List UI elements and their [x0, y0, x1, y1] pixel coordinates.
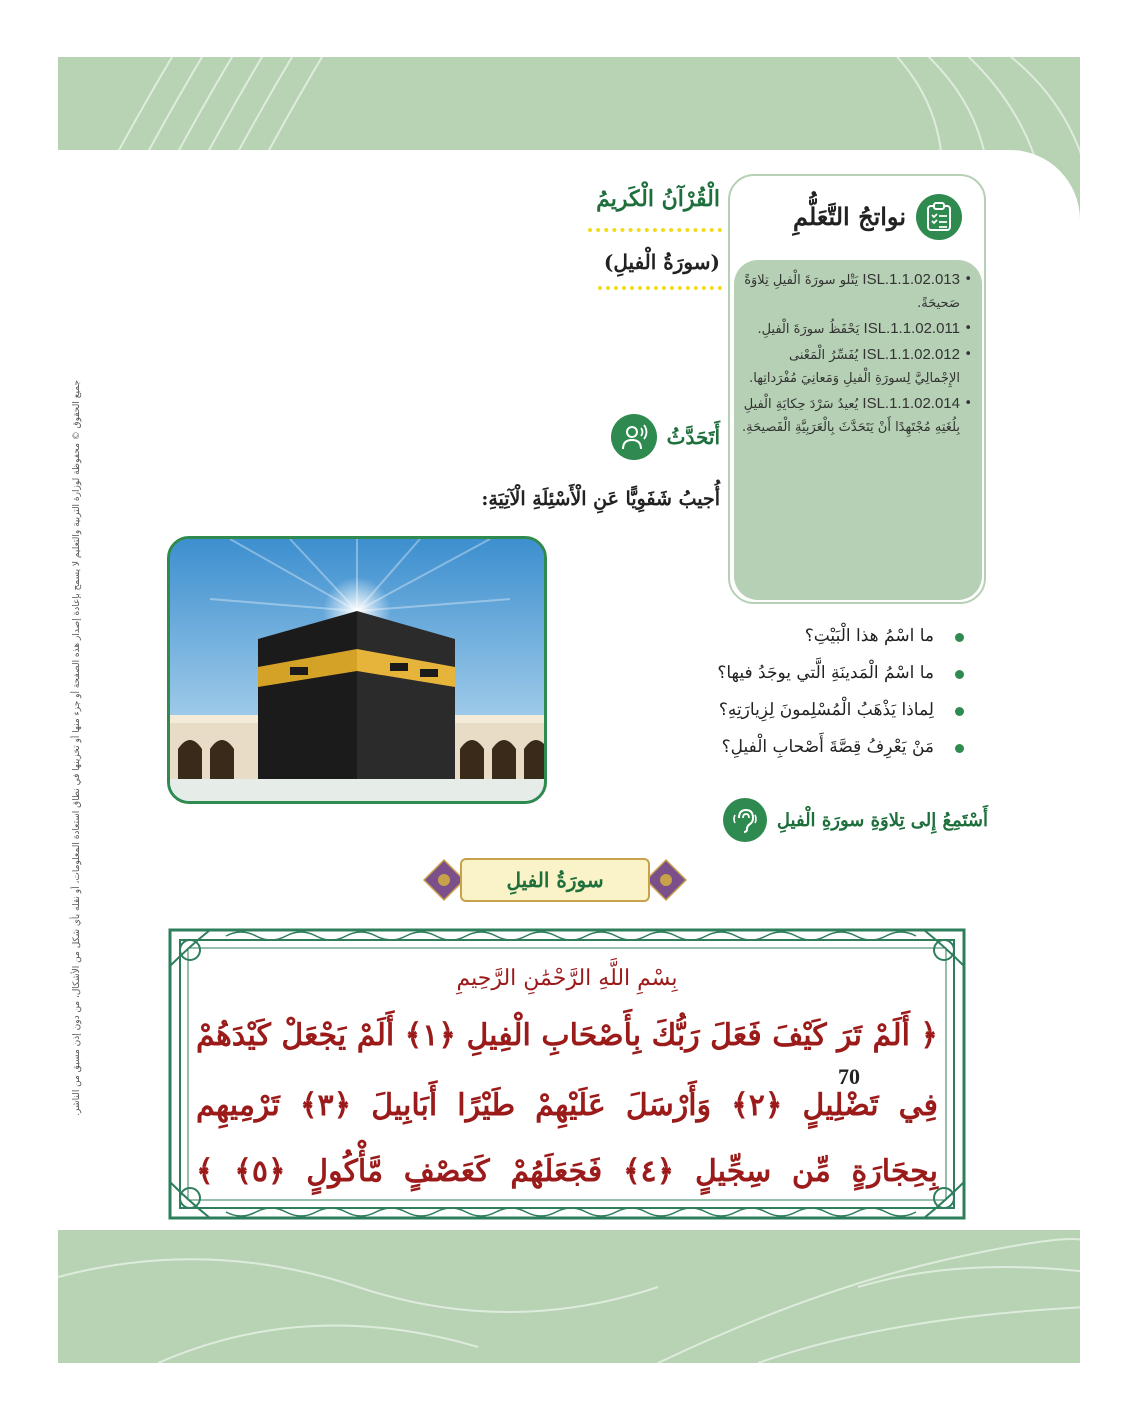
- outcome-code: ISL.1.1.02.014: [862, 395, 960, 412]
- listen-section-title: أَسْتَمِعُ إِلى تِلاوَةِ سورَةِ الْفيلِ: [776, 809, 988, 831]
- learning-outcomes-header: [732, 178, 982, 254]
- question-text: لِماذا يَذْهَبُ الْمُسْلِمونَ لِزِيارَتِهِ؟: [718, 700, 934, 720]
- outcome-code: ISL.1.1.02.013: [862, 271, 960, 288]
- outcome-text: يُعيدُ سَرْدَ حِكايَةِ الْفيلِ بِلُغَتِهِ مُجْتَهِدًا أَنْ يَتَحَدَّثَ بِالْعَرَبِيَّةِ الْفَصيحَةِ.: [742, 397, 960, 435]
- copyright-vertical-text: جميع الحقوق © محفوظة لوزارة التربية والتعليم لا يسمح بإعادة إصدار هذه الصفحة أو جزء منها أو تخزينها في نطاق استعادة المعلومات، أو نقله بأي شكل من الأشكال، من دون إذن مسبق من الناشر.: [72, 380, 82, 1116]
- bullet-dot: [955, 633, 964, 642]
- question-item: [528, 694, 968, 726]
- talk-section-title: أَتَحَدَّثُ: [666, 425, 720, 449]
- learning-outcomes-box: [728, 174, 986, 604]
- quran-text-area: [196, 956, 938, 1192]
- bullet-dot: [955, 707, 964, 716]
- questions-list: [528, 620, 968, 768]
- clipboard-checklist-icon: [916, 194, 962, 240]
- speaking-person-icon: [611, 414, 657, 460]
- learning-outcome-item: [742, 343, 968, 390]
- bullet-dot: [955, 670, 964, 679]
- kaaba-illustration: [167, 536, 547, 804]
- learning-outcome-item: [742, 268, 968, 315]
- outcome-text: يُفَسِّرُ الْمَعْنى الإِجْمالِيَّ لِسورَةِ الْفيلِ وَمَعانِيَ مُفْرَداتِها.: [749, 348, 960, 386]
- question-text: ما اسْمُ الْمَدينَةِ الَّتي يوجَدُ فيها؟: [717, 663, 934, 683]
- question-item: [528, 731, 968, 763]
- page-number: 70: [838, 1064, 860, 1089]
- kaaba-drawing: [170, 539, 547, 804]
- unit-subtitle: (سورَةُ الْفيلِ): [603, 250, 720, 274]
- verse-line: ﴿ أَلَمْ تَرَ كَيْفَ فَعَلَ رَبُّكَ بِأَصْحَابِ الْفِيلِ ﴿١﴾ أَلَمْ يَجْعَلْ كَيْدَهُمْ: [196, 1018, 938, 1053]
- unit-title: الْقُرْآنُ الْكَريمُ: [596, 186, 720, 212]
- subtitle-dotted-underline: [598, 286, 722, 290]
- talk-instruction: أُجيبُ شَفَوِيًّا عَنِ الْأَسْئِلَةِ الْآتِيَةِ:: [481, 488, 720, 510]
- question-text: مَنْ يَعْرِفُ قِصَّةَ أَصْحابِ الْفيلِ؟: [721, 737, 934, 757]
- talk-section-header: [611, 412, 720, 462]
- listen-section-header: [723, 797, 988, 843]
- learning-outcomes-list: [734, 260, 982, 600]
- basmala: بِسْمِ اللَّهِ الرَّحْمَٰنِ الرَّحِيمِ: [456, 966, 678, 991]
- learning-outcome-item: [742, 317, 968, 341]
- title-dotted-underline: [588, 228, 722, 232]
- question-item: [528, 657, 968, 689]
- outcome-code: ISL.1.1.02.012: [862, 346, 960, 363]
- bullet-dot: [955, 744, 964, 753]
- outcome-text: يَحْفَظُ سورَةَ الْفيلِ.: [757, 322, 860, 337]
- question-text: ما اسْمُ هذا الْبَيْتِ؟: [804, 626, 934, 646]
- ear-listening-icon[interactable]: [723, 798, 767, 842]
- learning-outcomes-title: نواتجُ التَّعَلُّمِ: [793, 202, 906, 231]
- learning-outcome-item: [742, 392, 968, 439]
- question-item: [528, 620, 968, 652]
- verse-line: بِحِجَارَةٍ مِّن سِجِّيلٍ ﴿٤﴾ فَجَعَلَهُمْ كَعَصْفٍ مَّأْكُولٍ ﴿٥﴾ ﴾: [196, 1154, 938, 1189]
- outcome-code: ISL.1.1.02.011: [863, 320, 960, 337]
- outcome-text: يَتْلو سورَةَ الْفيلِ تِلاوَةً صَحيحَةً.: [744, 273, 960, 311]
- verse-line: فِي تَضْلِيلٍ ﴿٢﴾ وَأَرْسَلَ عَلَيْهِمْ طَيْرًا أَبَابِيلَ ﴿٣﴾ تَرْمِيهِم: [196, 1088, 938, 1123]
- surah-name-label: سورَةُ الفيلِ: [460, 858, 650, 902]
